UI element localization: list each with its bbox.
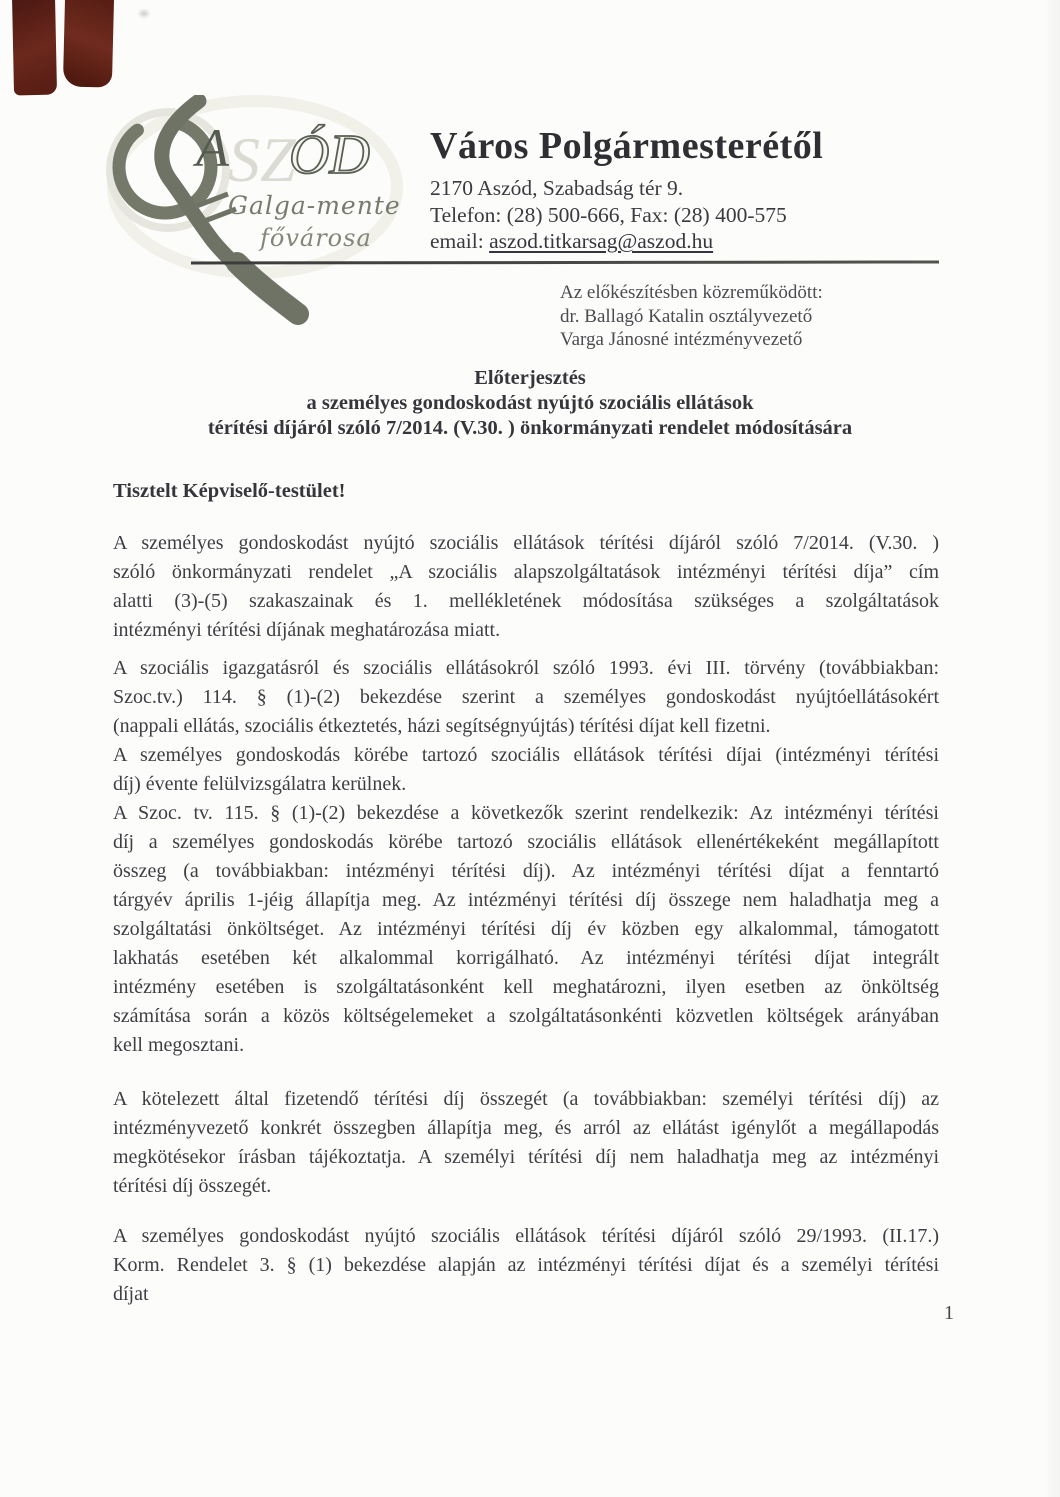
body-paragraphs bbox=[113, 529, 939, 1309]
body-text-line: kell megosztani. bbox=[113, 1034, 245, 1056]
phone-fax-line: Telefon: (28) 500-666, Fax: (28) 400-575 bbox=[430, 202, 787, 227]
paragraph bbox=[113, 741, 939, 799]
page-number: 1 bbox=[944, 1302, 954, 1324]
scan-binding-mark bbox=[63, 0, 114, 88]
body-text-line: Szoc.tv.) 114. § (1)-(2) bekezdése szerint a személyes gondoskodást nyújtóellátásokért bbox=[113, 686, 939, 708]
contact-block bbox=[430, 175, 823, 255]
body-text-line: összeg (a továbbiakban: intézményi térítési díj). Az intézményi térítési díjat a fenntartó bbox=[113, 860, 939, 882]
letterhead-divider bbox=[191, 260, 939, 264]
body-text-line: díj) évente felülvizsgálatra kerülnek. bbox=[113, 773, 407, 795]
email-line bbox=[430, 228, 823, 255]
sender-title: Város Polgármesterétől bbox=[430, 125, 824, 167]
body-text-line: térítési díj összegét. bbox=[113, 1175, 272, 1197]
body-text-line: A Szoc. tv. 115. § (1)-(2) bekezdése a következők szerint rendelkezik: Az intézményi térítési bbox=[113, 802, 939, 824]
body-text-line: A személyes gondoskodást nyújtó szociális ellátások térítési díjáról szóló 7/2014. (V.30. ) bbox=[113, 532, 939, 554]
document-title-line: Előterjesztés bbox=[474, 367, 586, 389]
email-link: aszod.titkarsag@aszod.hu bbox=[489, 229, 714, 253]
logo-letters-outline: ÓD bbox=[289, 124, 370, 186]
prepared-by-block bbox=[560, 281, 823, 352]
body-text-line: díj a személyes gondoskodás körébe tartozó szociális ellátások ellenértékeként megállapított bbox=[113, 831, 939, 853]
address-line: 2170 Aszód, Szabadság tér 9. bbox=[430, 176, 684, 200]
aszod-logo-icon bbox=[95, 95, 405, 340]
body-text-line: lakhatás esetében két alkalommal korrigálható. Az intézményi térítési díjat integrált bbox=[113, 947, 939, 969]
body-text-line: A kötelezett által fizetendő térítési díj összegét (a továbbiakban: személyi térítési díj) az bbox=[113, 1088, 939, 1110]
body-text-line: intézményvezető konkrét összegben állapítja meg, és arról az ellátást igénylőt a megállapodás bbox=[113, 1117, 939, 1139]
prepared-by-person: Varga Jánosné intézményvezető bbox=[560, 329, 803, 350]
document-title-line: térítési díjáról szóló 7/2014. (V.30. ) önkormányzati rendelet módosítására bbox=[207, 417, 853, 439]
document-title-block bbox=[0, 366, 1060, 441]
paragraph bbox=[113, 1222, 939, 1309]
email-label: email: bbox=[430, 229, 490, 253]
paragraph bbox=[113, 799, 939, 1060]
prepared-by-person: dr. Ballagó Katalin osztályvezető bbox=[560, 305, 813, 327]
paragraph bbox=[113, 1085, 939, 1201]
logo-letters-faint: SZ bbox=[228, 124, 296, 195]
body-text-line: szóló önkormányzati rendelet „A szociális alapszolgáltatások intézményi térítési díja” cím bbox=[113, 561, 939, 583]
logo-letter-a: A bbox=[196, 118, 229, 178]
body-text-line: (nappali ellátás, szociális étkeztetés, házi segítségnyújtás) térítési díjat kell fizetni. bbox=[113, 715, 771, 737]
document-title-line: a személyes gondoskodást nyújtó szociális ellátások bbox=[306, 392, 754, 414]
body-text-line: alatti (3)-(5) szakaszainak és 1. mellékletének módosítása szükséges a szolgáltatások bbox=[113, 590, 939, 612]
body-text-line: A személyes gondoskodás körébe tartozó szociális ellátások térítési díjai (intézményi térítési bbox=[113, 744, 939, 766]
body-text-line: szolgáltatási önköltséget. Az intézményi térítési díj év közben egy alkalommal, támogatott bbox=[113, 918, 939, 940]
logo-tagline-line2: fővárosa bbox=[260, 224, 372, 252]
body-text-line: díjat bbox=[113, 1283, 149, 1305]
body-text-line: intézményi térítési díjának meghatározása miatt. bbox=[113, 619, 501, 641]
paragraph bbox=[113, 654, 939, 741]
body-text-line: A szociális igazgatásról és szociális ellátásokról szóló 1993. évi III. törvény (továbbiakban: bbox=[113, 657, 939, 679]
scan-binding-mark bbox=[12, 0, 57, 95]
letterhead bbox=[430, 124, 823, 255]
body-text-line: Korm. Rendelet 3. § (1) bekezdése alapján az intézményi térítési díjat és a személyi térítési bbox=[113, 1254, 939, 1276]
salutation: Tisztelt Képviselő-testület! bbox=[113, 480, 346, 502]
paragraph bbox=[113, 529, 939, 645]
body-text-line: A személyes gondoskodást nyújtó szociális ellátások térítési díjáról szóló 29/1993. (II.17.) bbox=[113, 1225, 939, 1247]
scan-smudge bbox=[137, 8, 151, 19]
logo-tagline-line1: Galga-mente bbox=[228, 191, 401, 220]
prepared-by-heading: Az előkészítésben közreműködött: bbox=[560, 282, 823, 303]
city-logo bbox=[95, 95, 405, 340]
body-text-line: tárgyév április 1-jéig állapítja meg. Az intézményi térítési díj összege nem haladhatja meg a bbox=[113, 889, 939, 911]
body-text-line: megkötésekor írásban tájékoztatja. A személyi térítési díj nem haladhatja meg az intézményi bbox=[113, 1146, 939, 1168]
body-text-line: intézmény esetében is szolgáltatásonként kell meghatározni, ilyen esetben az önköltség bbox=[113, 976, 939, 998]
body-text-line: számítása során a közös költségelemeket a szolgáltatásonkénti közvetlen költségek arányában bbox=[113, 1005, 939, 1027]
